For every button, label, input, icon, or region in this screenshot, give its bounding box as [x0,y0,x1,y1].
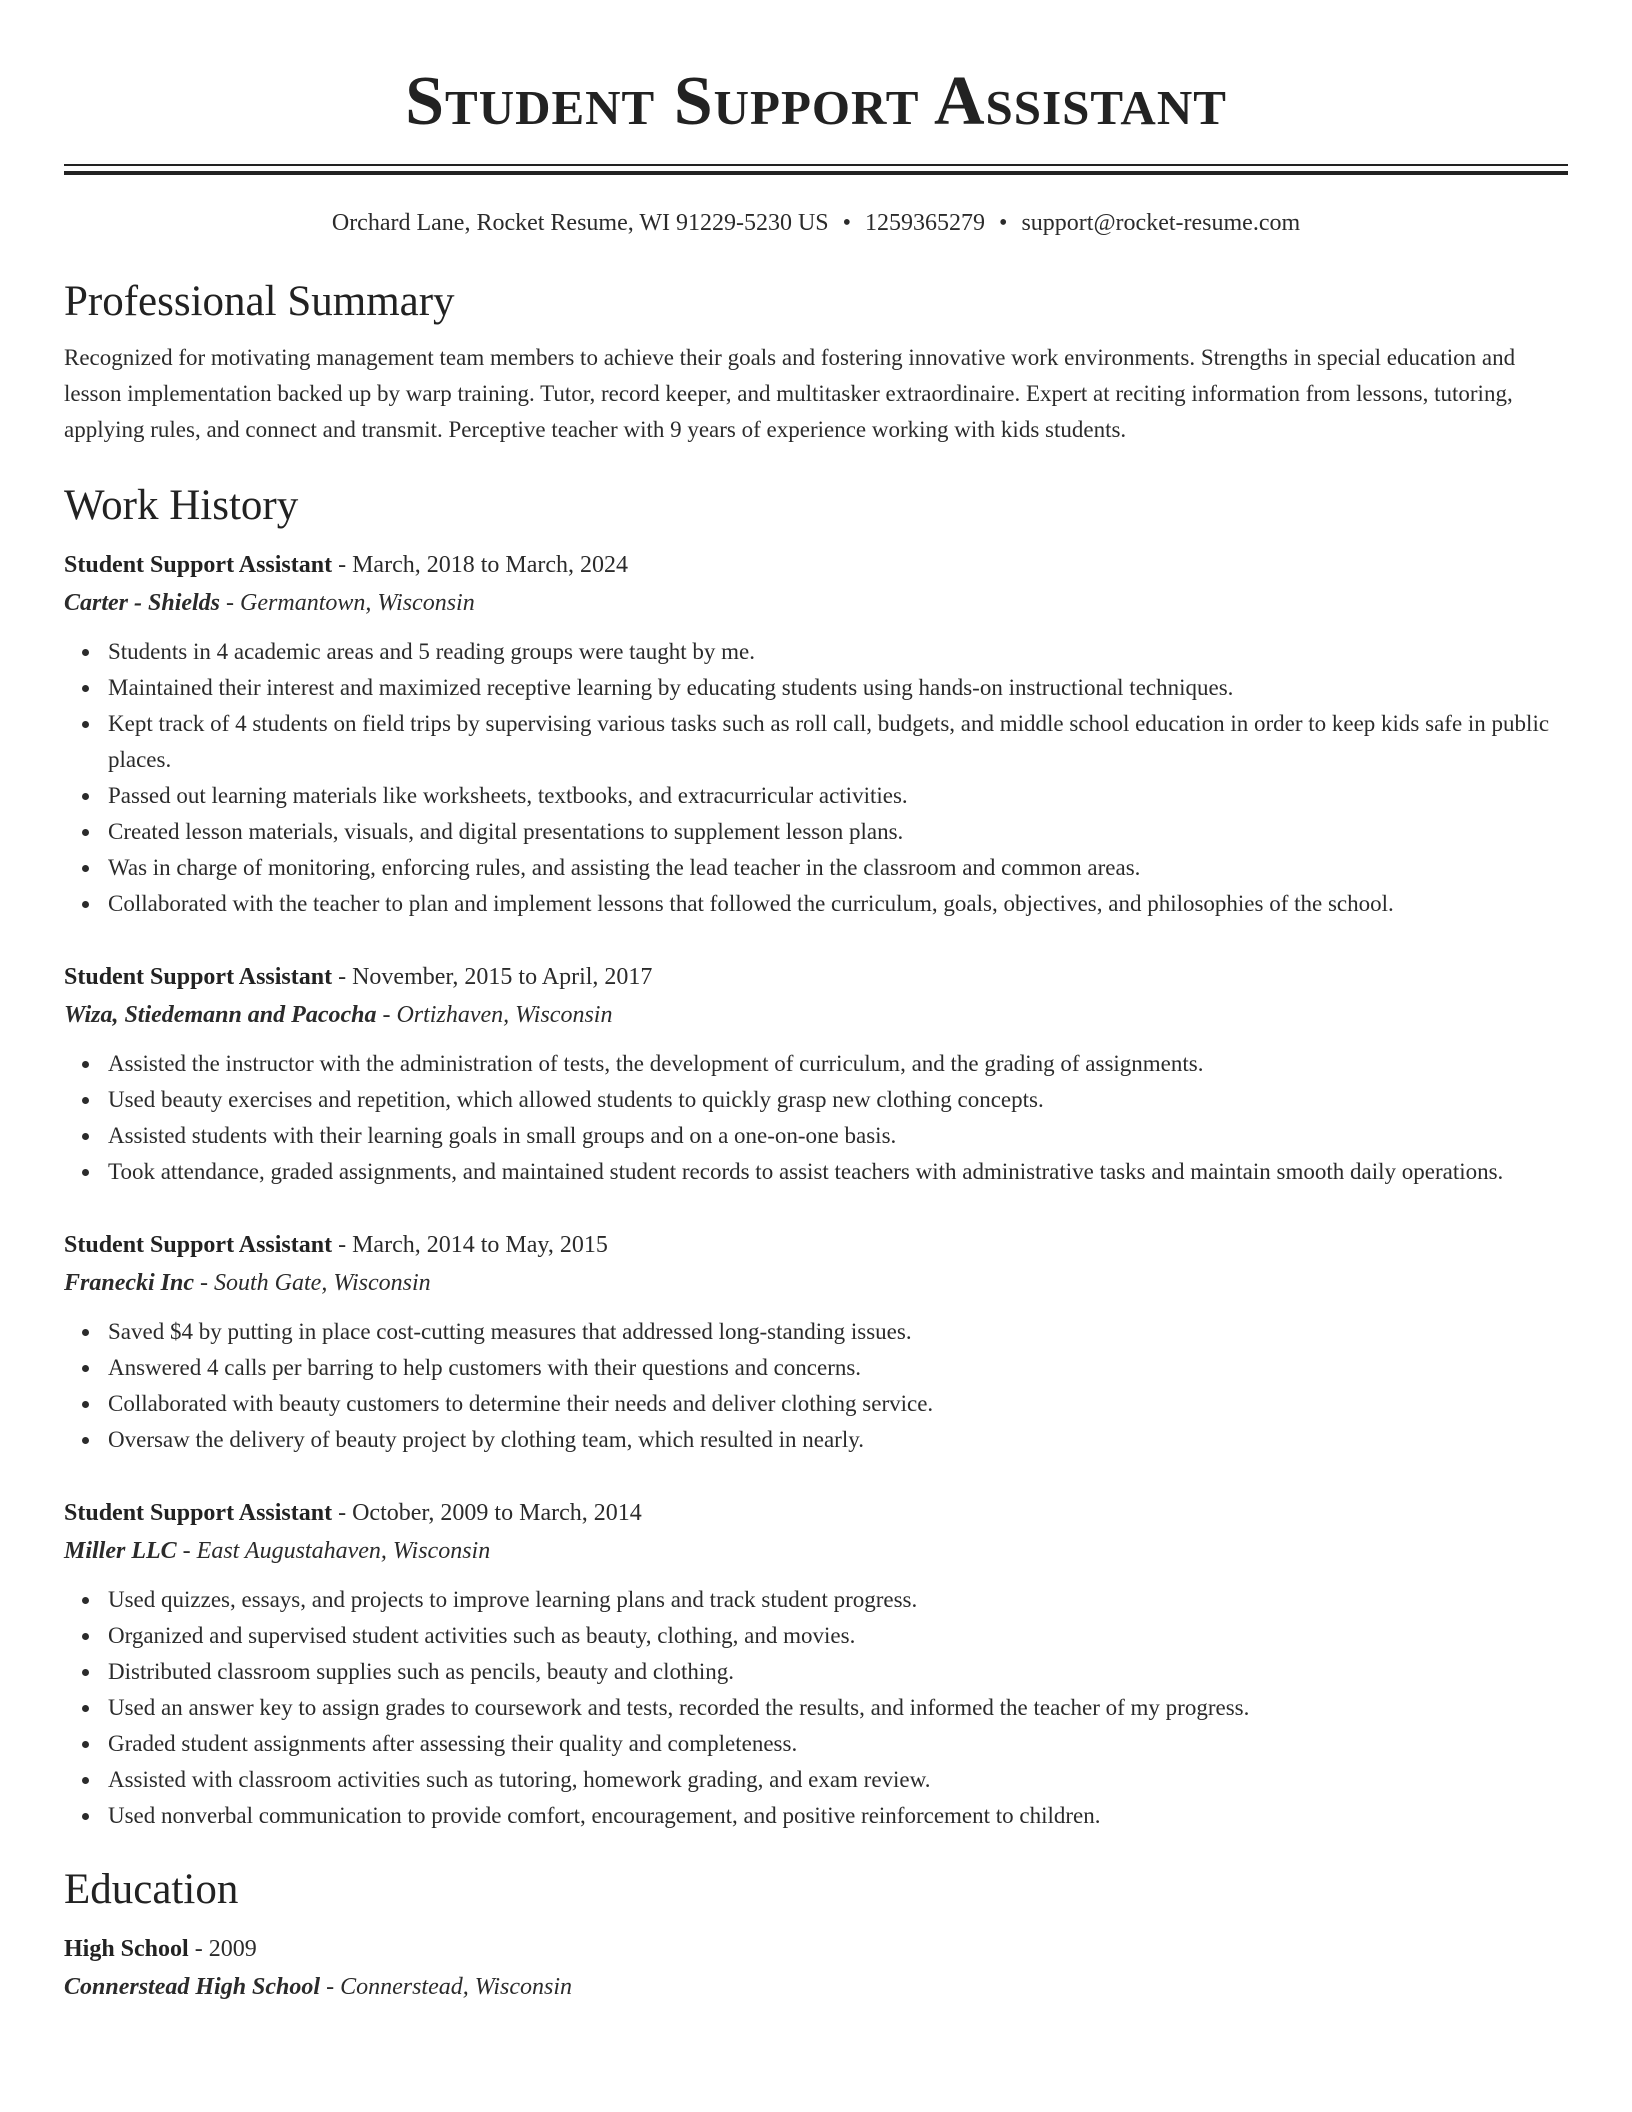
job-title-line [64,1226,1568,1264]
job-bullet: Was in charge of monitoring, enforcing rules, and assisting the lead teacher in the classroom and common areas. [108,850,1568,886]
job-bullet: Used nonverbal communication to provide comfort, encouragement, and positive reinforcement to children. [108,1798,1568,1834]
work-history-heading: Work History [64,482,299,529]
education-heading: Education [64,1866,239,1913]
work-history-list [64,546,1568,1834]
job-employer-line [64,996,1568,1034]
job-bullet-list [64,1314,1568,1458]
summary-heading: Professional Summary [64,278,455,325]
job-employer-line [64,1532,1568,1570]
job-dash: - [332,1500,353,1526]
job-location: East Augustahaven, Wisconsin [196,1538,491,1564]
summary-text: Recognized for motivating management team members to achieve their goals and fostering innovative work environments. Strengths in special education and lesson implementation backed up by warp training. Tutor, record keeper, and multitasker extraordinaire. Expert at reciting information from lessons, tutoring, applying rules, and connect and transmit. Perceptive teacher with 9 years of experience working with kids students. [64,345,1516,442]
contact-line [64,208,1568,238]
education-school: Connerstead High School [64,1974,321,2000]
job-employer: Franecki Inc [64,1270,195,1296]
job-bullet-list [64,1046,1568,1190]
job-bullet: Students in 4 academic areas and 5 reading groups were taught by me. [108,634,1568,670]
education-dash: - [320,1974,341,2000]
job-title: Student Support Assistant [64,964,333,990]
job-bullet: Passed out learning materials like worksheets, textbooks, and extracurricular activities. [108,778,1568,814]
job-bullet: Maintained their interest and maximized receptive learning by educating students using hands-on instructional techniques. [108,670,1568,706]
job-title-line [64,546,1568,584]
job-dates: March, 2014 to May, 2015 [352,1232,608,1258]
job-bullet: Graded student assignments after assessing their quality and completeness. [108,1726,1568,1762]
job-employer-line [64,1264,1568,1302]
job-bullet: Used an answer key to assign grades to coursework and tests, recorded the results, and informed the teacher of my progress. [108,1690,1568,1726]
education-dash: - [188,1936,209,1962]
job-title: Student Support Assistant [64,552,333,578]
resume-page [64,0,1568,2006]
job-bullet: Assisted the instructor with the administration of tests, the development of curriculum, and the grading of assignments. [108,1046,1568,1082]
job-dash: - [176,1538,197,1564]
job-location: Germantown, Wisconsin [240,590,475,616]
education-year: 2009 [208,1936,257,1962]
job-title-line [64,958,1568,996]
job-entry [64,546,1568,922]
job-dash: - [332,1232,353,1258]
job-entry [64,958,1568,1190]
title-divider [64,164,1568,174]
job-bullet: Oversaw the delivery of beauty project by clothing team, which resulted in nearly. [108,1422,1568,1458]
job-location: Ortizhaven, Wisconsin [396,1002,613,1028]
job-title: Student Support Assistant [64,1232,333,1258]
job-employer: Miller LLC [64,1538,177,1564]
education-degree-line [64,1930,1568,1968]
contact-separator: • [842,210,852,236]
education-location: Connerstead, Wisconsin [340,1974,573,2000]
job-location: South Gate, Wisconsin [214,1270,431,1296]
job-dates: October, 2009 to March, 2014 [352,1500,642,1526]
job-title-line [64,1494,1568,1532]
job-bullet: Collaborated with the teacher to plan and implement lessons that followed the curriculum, goals, objectives, and philosophies of the school. [108,886,1568,922]
job-entry [64,1494,1568,1834]
education-school-line [64,1968,1568,2006]
job-employer: Wiza, Stiedemann and Pacocha [64,1002,377,1028]
contact-email: support@rocket-resume.com [1021,210,1301,236]
job-dash: - [332,964,353,990]
contact-phone: 1259365279 [865,210,986,236]
resume-title: Student Support Assistant [405,63,1227,140]
contact-separator: • [999,210,1008,236]
job-dash: - [332,552,353,578]
job-bullet: Collaborated with beauty customers to determine their needs and deliver clothing service. [108,1386,1568,1422]
job-bullet: Organized and supervised student activities such as beauty, clothing, and movies. [108,1618,1568,1654]
job-bullet: Created lesson materials, visuals, and digital presentations to supplement lesson plans. [108,814,1568,850]
job-dates: November, 2015 to April, 2017 [352,964,653,990]
job-bullet: Used quizzes, essays, and projects to improve learning plans and track student progress. [108,1582,1568,1618]
job-bullet: Assisted students with their learning goals in small groups and on a one-on-one basis. [108,1118,1568,1154]
job-bullet: Distributed classroom supplies such as pencils, beauty and clothing. [108,1654,1568,1690]
job-bullet-list [64,1582,1568,1834]
contact-address: Orchard Lane, Rocket Resume, WI 91229-5230 US [331,210,829,236]
job-bullet: Answered 4 calls per barring to help customers with their questions and concerns. [108,1350,1568,1386]
job-dash: - [220,590,241,616]
job-entry [64,1226,1568,1458]
job-bullet: Saved $4 by putting in place cost-cutting measures that addressed long-standing issues. [108,1314,1568,1350]
job-bullet-list [64,634,1568,922]
job-dates: March, 2018 to March, 2024 [352,552,629,578]
job-dash: - [376,1002,397,1028]
job-dash: - [194,1270,215,1296]
job-employer: Carter - Shields [64,590,221,616]
job-title: Student Support Assistant [64,1500,333,1526]
job-bullet: Assisted with classroom activities such as tutoring, homework grading, and exam review. [108,1762,1568,1798]
job-bullet: Used beauty exercises and repetition, which allowed students to quickly grasp new clothing concepts. [108,1082,1568,1118]
education-degree: High School [64,1936,189,1962]
job-employer-line [64,584,1568,622]
job-bullet: Kept track of 4 students on field trips by supervising various tasks such as roll call, budgets, and middle school education in order to keep kids safe in public places. [108,706,1568,778]
job-bullet: Took attendance, graded assignments, and maintained student records to assist teachers with administrative tasks and maintain smooth daily operations. [108,1154,1568,1190]
